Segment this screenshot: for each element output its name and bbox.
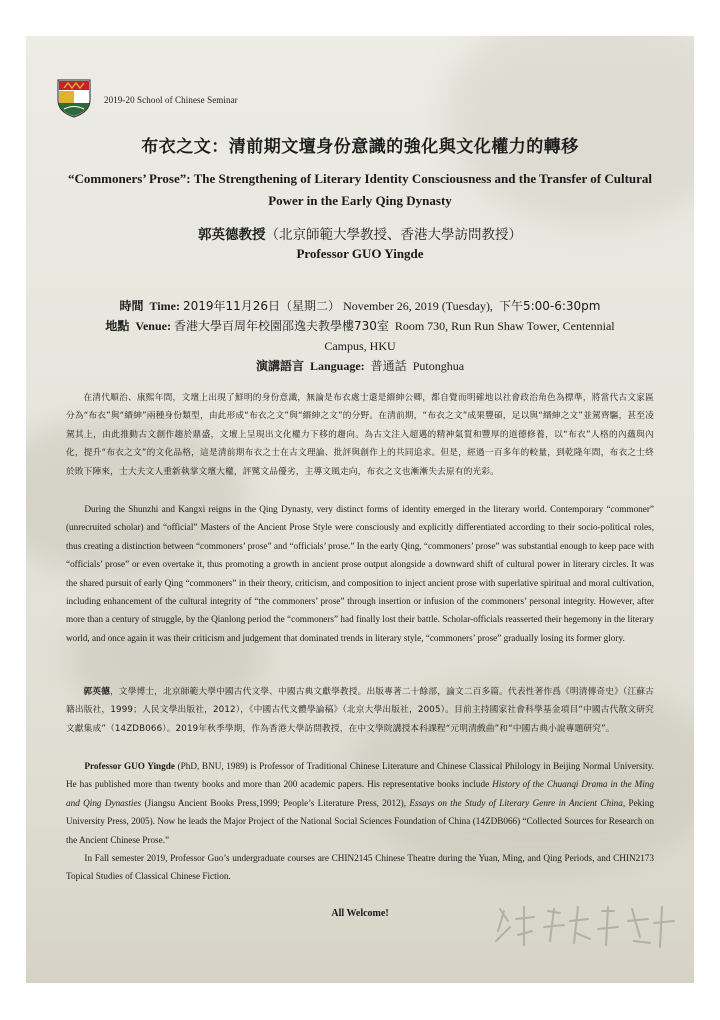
venue-row — [86, 316, 634, 356]
time-label-en: Time: — [149, 299, 180, 313]
language-label-zh: 演講語言 — [255, 359, 304, 373]
bio-text-zh: ，文學博士，北京師範大學中國古代文學、中國古典文獻學教授。出版專著二十餘部，論文二百多篇。代表性著作爲《明清傳奇史》（江蘇古籍出版社，1999；人民文學出版社，2012），《中國古代文體學論稿》（北京大學出版社，2005）。目前主持國家社會科學基金項目“中國古代散文研究文獻集成”（14ZDB066）。2019年秋季學期，作為香港大學訪問教授，在中文學院講授本科課程“元明清戲曲”和“中國古典小說專題研究”。 — [66, 687, 655, 734]
time-value-en: November 26, 2019 (Tuesday), — [343, 299, 493, 313]
event-info — [86, 296, 634, 376]
venue-label-zh: 地點 — [105, 319, 130, 333]
time-row — [86, 296, 634, 316]
speaker-name-zh: 郭英德教授 — [198, 227, 266, 243]
bio-text-en-3: , Peking University Press, 2005). Now he leads the Major Project of the National Social Sciences Foundation of China (14ZDB066) “Collected Sources for Research on the Ancient Chinese Prose.” — [66, 797, 654, 845]
welcome-note: All Welcome! — [331, 908, 389, 919]
language-value-en: Putonghua — [412, 359, 465, 373]
language-label-en: Language: — [309, 359, 365, 373]
bio-book-2: Essays on the Study of Literary Genre in Ancient China — [409, 797, 623, 808]
bio-text-en-1: (PhD, BNU, 1989) is Professor of Traditional Chinese Literature and Chinese Classical Philology in Beijing Normal University. He has published more than twenty books and more than 200 academic papers. His representative books include — [66, 761, 654, 790]
venue-label-en: Venue: — [135, 319, 171, 333]
page-title-chinese: 布衣之文：清前期文壇身份意識的強化與文化權力的轉移 — [141, 137, 579, 157]
abstract-chinese: 在清代順治、康熙年間，文壇上出現了鮮明的身份意識，無論是布衣處士還是縉紳公卿，都自覺而明確地以社會政治角色為標準，將當代古文家區分為“布衣”與“縉紳”兩種身份類型，由此形成“布衣之文”與“縉紳之文”的分野。在清前期，“布衣之文”成果豐碩，足以與“縉紳之文”並駕齊驅，甚至凌駕其上，由此推動古文創作趨於鼎盛，文壇上呈現出文化權力下移的趨向。為古文注入超邁的精神氣質和豐厚的道德修養，以“布衣”人格的內蘊與內化，提升“布衣之文”的文化品格，這是清前期布衣之士在古文理論、批評與創作上的共同追求。但是，經過一百多年的較量，到乾隆年間，布衣之士終於敗下陣來，士大夫文人重新執掌文壇大權，評騭文品優劣，主導文風走向，布衣之文也漸漸失去原有的光彩。 — [66, 393, 654, 477]
time-label-zh: 時間 — [119, 299, 144, 313]
language-value-zh: 普通話 — [370, 359, 407, 373]
abstract-english: During the Shunzhi and Kangxi reigns in the Qing Dynasty, very distinct forms of identity emerged in the literary world. Contemporary “commoner” (unrecruited scholar) and “official” Masters of the Ancient Prose Style were consciously and explicitly differentiated according to their socio-political roles, thus creating a distinction between “commoners’ prose” and “officials’ prose.” In the early Qing, “commoners’ prose” was substantial enough to keep pace with “officials’ prose” or even overtake it, thus promoting a growth in ancient prose output alongside a downward shift of cultural power in literary circles. It was the shared pursuit of early Qing “commoners” in their theory, criticism, and composition to inject ancient prose with superlative spiritual and moral cultivation, including enhancement of the cultural integrity of “the commoners’ prose” through insertion or infusion of the commoners’ personal integrity. However, after more than a century of struggle, by the Qianlong period the “commoners” had finally lost their battle. Scholar-officials reasserted their hegemony in the literary world, and once again it was their criticism and judgement that dominated trends in literary style, “commoners’ prose” gradually losing its former glory. — [66, 504, 654, 643]
bio-text-en-2: (Jiangsu Ancient Books Press,1999; People’s Literature Press, 2012), — [141, 797, 410, 808]
bio-book-1: History of the Chuanqi Drama in the Ming and Qing Dynasties — [66, 779, 654, 808]
seminar-series-label: 2019-20 School of Chinese Seminar — [104, 95, 238, 105]
page-title-english: “Commoners’ Prose”: The Strengthening of Literary Identity Consciousness and the Transfer of Cultural Power in the Early Qing Dynasty — [67, 171, 653, 208]
speaker-english: Professor GUO Yingde — [296, 246, 424, 261]
speaker-chinese — [26, 223, 694, 243]
poster — [26, 36, 694, 983]
bio-name-en: Professor GUO Yingde — [84, 761, 175, 771]
bio-name-zh: 郭英德 — [83, 687, 110, 697]
language-row — [86, 356, 634, 376]
calligraphy-decoration-icon — [490, 901, 680, 963]
university-crest-icon — [56, 78, 92, 118]
venue-value-en: Room 730, Run Run Shaw Tower, Centennial Campus, HKU — [324, 319, 615, 353]
venue-value-zh: 香港大學百周年校園邵逸夫教學樓730室 — [173, 319, 389, 333]
speaker-affiliation-zh: （北京師範大學教授、香港大學訪問教授） — [265, 227, 522, 243]
bio-courses: In Fall semester 2019, Professor Guo’s undergraduate courses are CHIN2145 Chinese Theatre during the Yuan, Ming, and Qing Periods, and CHIN2173 Topical Studies of Classical Chinese Fiction. — [66, 853, 654, 882]
time-value-zh: 2019年11月26日（星期二） — [182, 299, 341, 313]
time-slot: 下午5:00-6:30pm — [498, 299, 601, 313]
bio-chinese — [66, 683, 654, 738]
bio-english — [66, 757, 654, 849]
